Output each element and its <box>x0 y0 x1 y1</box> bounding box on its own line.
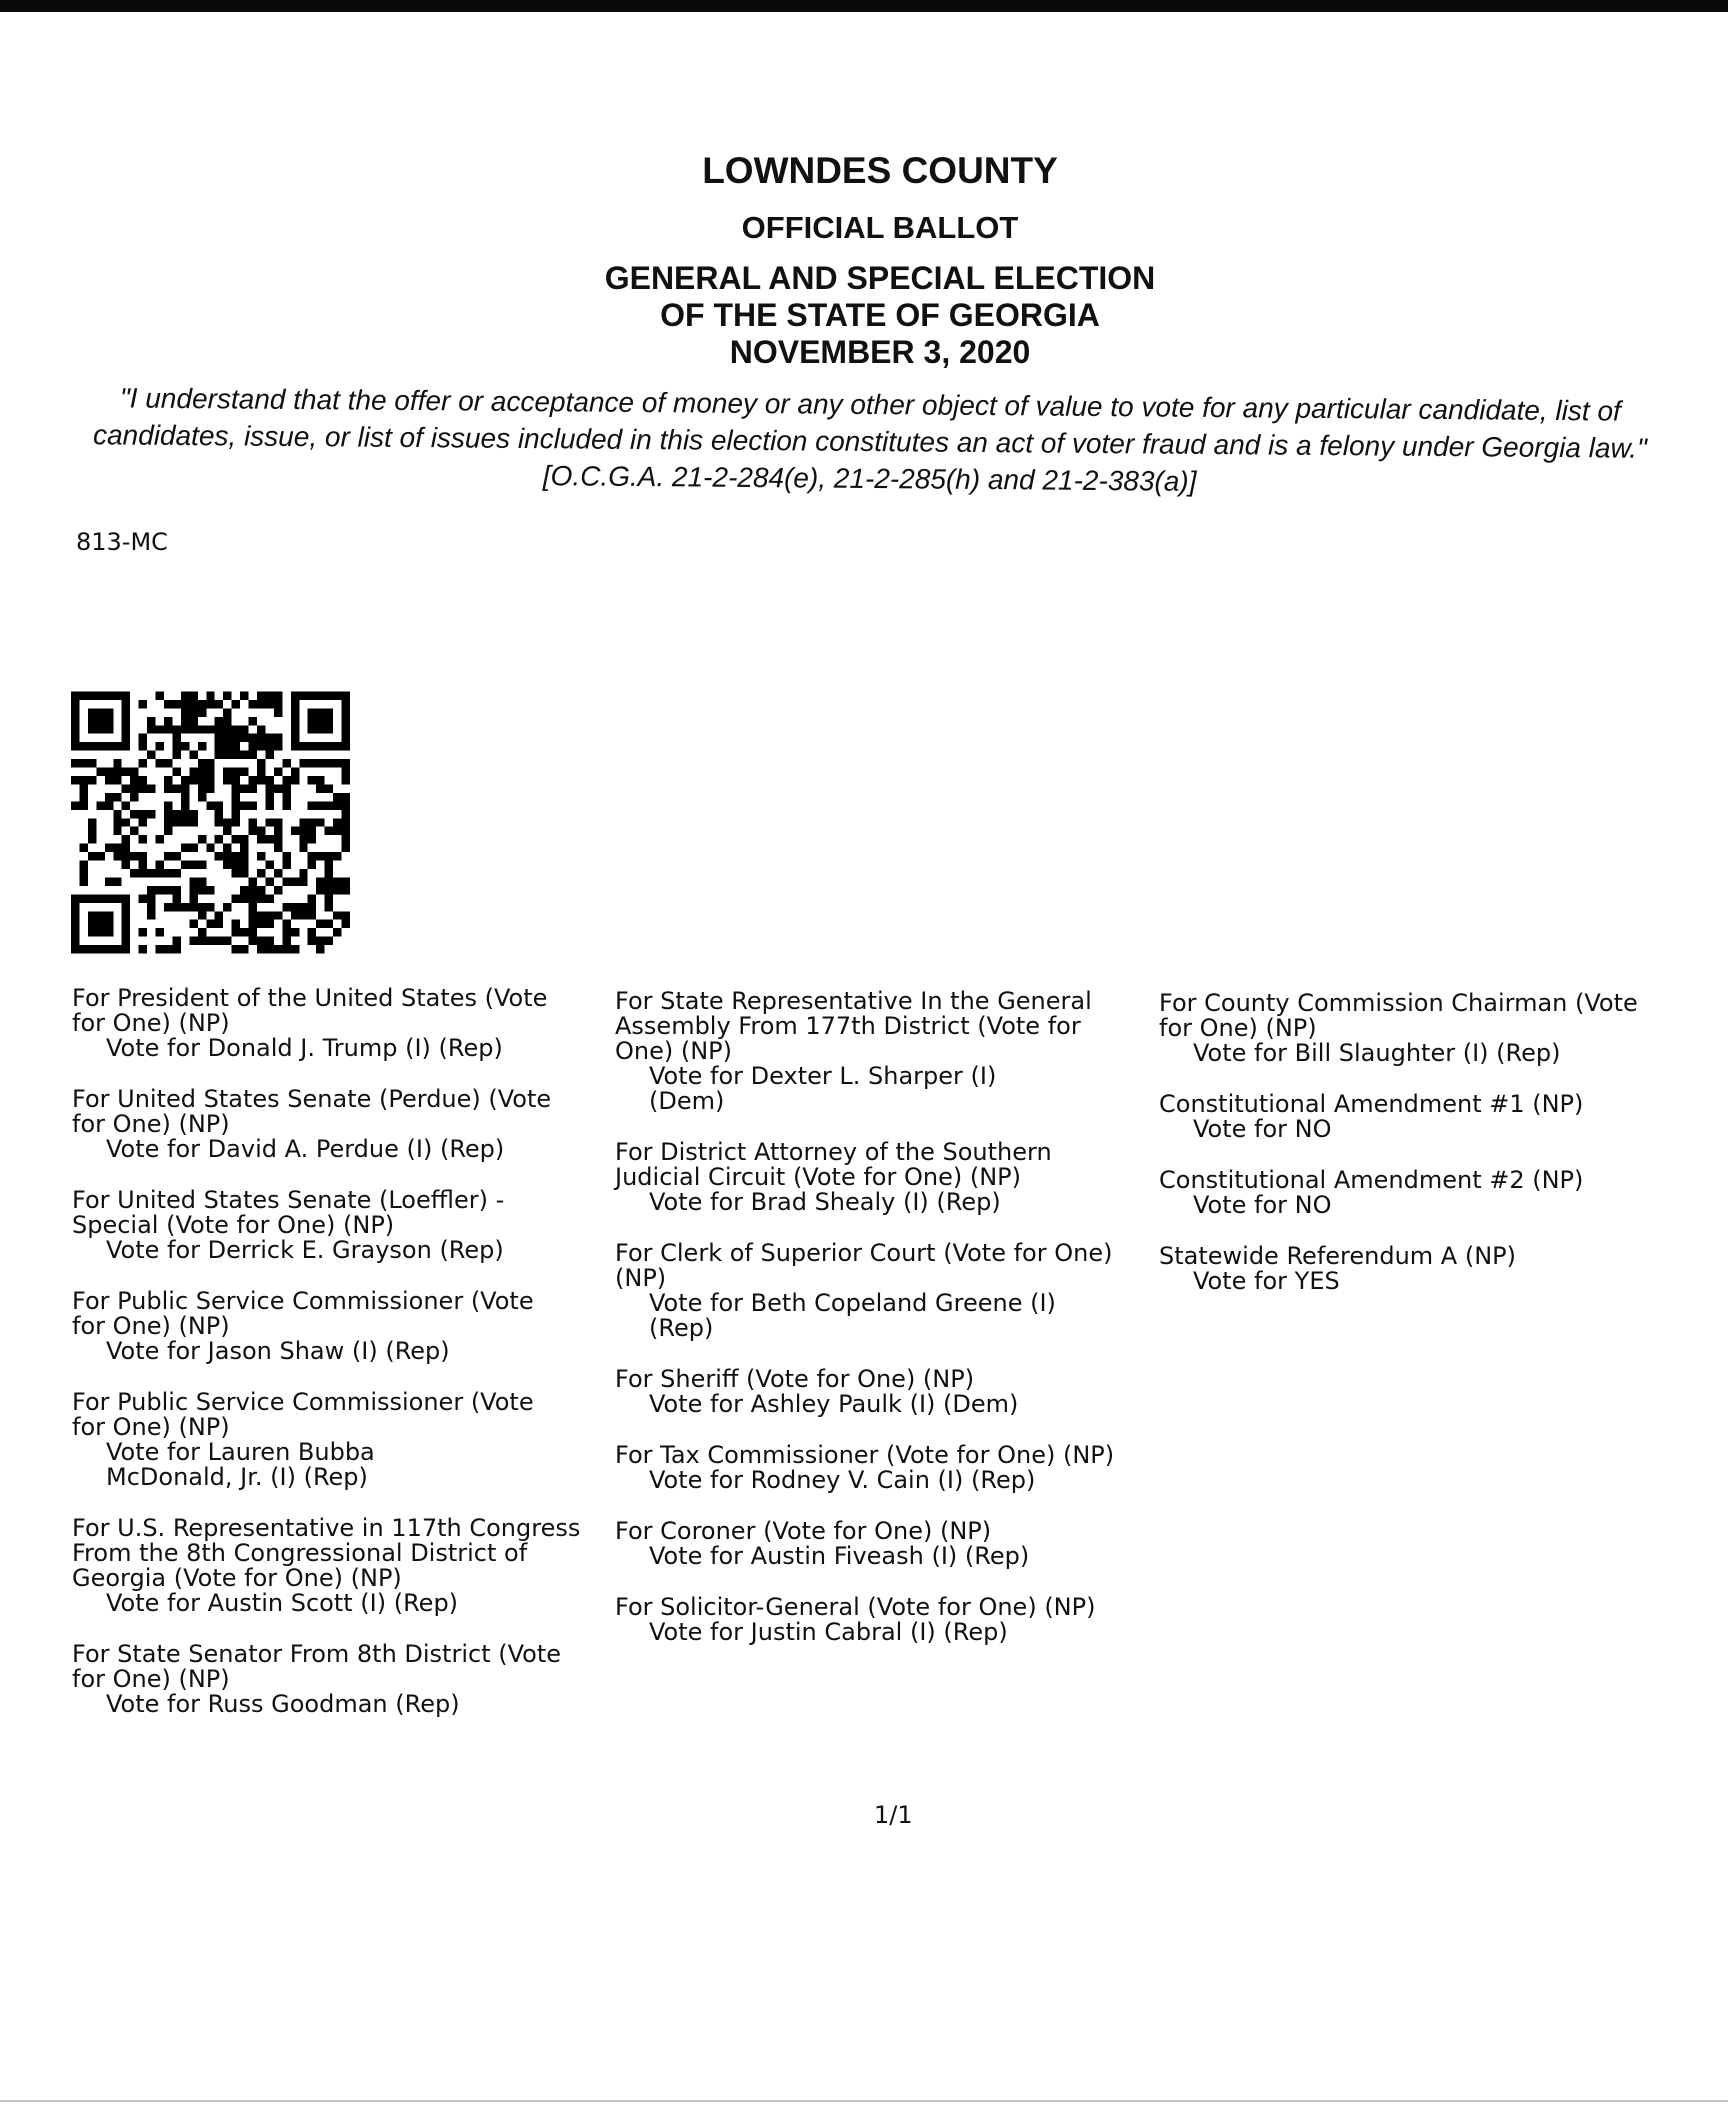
ballot-title: OFFICIAL BALLOT <box>741 210 1019 245</box>
contest-title: For Coroner (Vote for One) (NP) <box>615 1517 992 1545</box>
contest-title: For United States Senate (Loeffler) - Special (Vote for One) (NP) <box>72 1186 505 1239</box>
contest <box>72 1289 632 1364</box>
contest-title: For District Attorney of the Southern Judicial Circuit (Vote for One) (NP) <box>615 1138 1052 1191</box>
election-title-line2: OF THE STATE OF GEORGIA <box>660 297 1100 333</box>
contest-title: For Clerk of Superior Court (Vote for One) (NP) <box>615 1239 1113 1292</box>
contest-selection: Vote for Dexter L. Sharper (I) (Dem) <box>649 1062 997 1115</box>
county-title: LOWNDES COUNTY <box>702 150 1058 191</box>
contest-column-3 <box>1159 991 1719 1320</box>
contest <box>1159 1092 1719 1142</box>
contest-selection: Vote for NO <box>1193 1191 1332 1219</box>
contest-selection: Vote for Donald J. Trump (I) (Rep) <box>106 1034 503 1062</box>
contest-title: Constitutional Amendment #1 (NP) <box>1159 1090 1584 1118</box>
contest-selection: Vote for Brad Shealy (I) (Rep) <box>649 1188 1001 1216</box>
contest <box>72 1087 632 1162</box>
election-date: NOVEMBER 3, 2020 <box>729 334 1031 370</box>
contest <box>615 1595 1175 1645</box>
contest <box>1159 1168 1719 1218</box>
contest-selection: Vote for Derrick E. Grayson (Rep) <box>106 1236 504 1264</box>
contest-title: For United States Senate (Perdue) (Vote for One) (NP) <box>72 1085 552 1138</box>
page-number: 1/1 <box>874 1801 913 1829</box>
contest <box>615 1241 1175 1341</box>
scan-top-border <box>0 0 1728 12</box>
contest-selection: Vote for Bill Slaughter (I) (Rep) <box>1193 1039 1561 1067</box>
contest <box>72 986 632 1061</box>
contest <box>72 1390 632 1490</box>
contest <box>72 1642 632 1717</box>
qr-code <box>71 691 350 954</box>
ballot-code: 813-MC <box>76 528 168 556</box>
contest-title: For Public Service Commissioner (Vote for One) (NP) <box>72 1287 534 1340</box>
contest-title: For President of the United States (Vote for One) (NP) <box>72 984 548 1037</box>
scan-bottom-edge <box>0 2100 1728 2102</box>
contest-selection: Vote for Russ Goodman (Rep) <box>106 1690 460 1718</box>
contest <box>615 989 1175 1114</box>
contest <box>1159 1244 1719 1294</box>
contest-selection: Vote for YES <box>1193 1267 1340 1295</box>
contest-title: Statewide Referendum A (NP) <box>1159 1242 1516 1270</box>
contest-selection: Vote for Rodney V. Cain (I) (Rep) <box>649 1466 1036 1494</box>
contest-title: For County Commission Chairman (Vote for One) (NP) <box>1159 989 1638 1042</box>
contest-selection: Vote for Austin Fiveash (I) (Rep) <box>649 1542 1030 1570</box>
contest <box>615 1519 1175 1569</box>
contest-selection: Vote for Justin Cabral (I) (Rep) <box>649 1618 1008 1646</box>
contest-selection: Vote for Jason Shaw (I) (Rep) <box>106 1337 450 1365</box>
contest-selection: Vote for Ashley Paulk (I) (Dem) <box>649 1390 1019 1418</box>
contest-title: For Tax Commissioner (Vote for One) (NP) <box>615 1441 1115 1469</box>
contest <box>72 1188 632 1263</box>
contest-selection: Vote for Beth Copeland Greene (I) (Rep) <box>649 1289 1056 1342</box>
contest-selection: Vote for Austin Scott (I) (Rep) <box>106 1589 459 1617</box>
contest-title: For U.S. Representative in 117th Congress From the 8th Congressional District of Georgia (Vote for One) (NP) <box>72 1514 581 1592</box>
contest <box>615 1443 1175 1493</box>
contest <box>615 1140 1175 1215</box>
contest-selection: Vote for Lauren Bubba McDonald, Jr. (I) (Rep) <box>106 1438 375 1491</box>
contest-selection: Vote for David A. Perdue (I) (Rep) <box>106 1135 505 1163</box>
contest-title: For State Representative In the General Assembly From 177th District (Vote for One) (NP) <box>615 987 1092 1065</box>
election-title-line1: GENERAL AND SPECIAL ELECTION <box>604 260 1156 296</box>
contest <box>615 1367 1175 1417</box>
contest <box>72 1516 632 1616</box>
voter-fraud-notice: "I understand that the offer or acceptance of money or any other object of value to vote for any particular candidate, list of candidates, issue, or list of issues included in this election constitutes an act of voter fraud and is a felony under Georgia law."[O.C.G.A. 21-2-284(e), 21-2-285(h) and 21-2-383(a)] <box>92 382 1648 497</box>
contest-column-2 <box>615 989 1175 1671</box>
contest-title: For State Senator From 8th District (Vote for One) (NP) <box>72 1640 562 1693</box>
contest-title: For Solicitor-General (Vote for One) (NP) <box>615 1593 1096 1621</box>
contest-selection: Vote for NO <box>1193 1115 1332 1143</box>
contest-title: For Sheriff (Vote for One) (NP) <box>615 1365 975 1393</box>
contest-title: Constitutional Amendment #2 (NP) <box>1159 1166 1584 1194</box>
contest-title: For Public Service Commissioner (Vote for One) (NP) <box>72 1388 534 1441</box>
contest-column-1 <box>72 986 632 1743</box>
contest <box>1159 991 1719 1066</box>
ballot-header <box>0 148 1728 371</box>
